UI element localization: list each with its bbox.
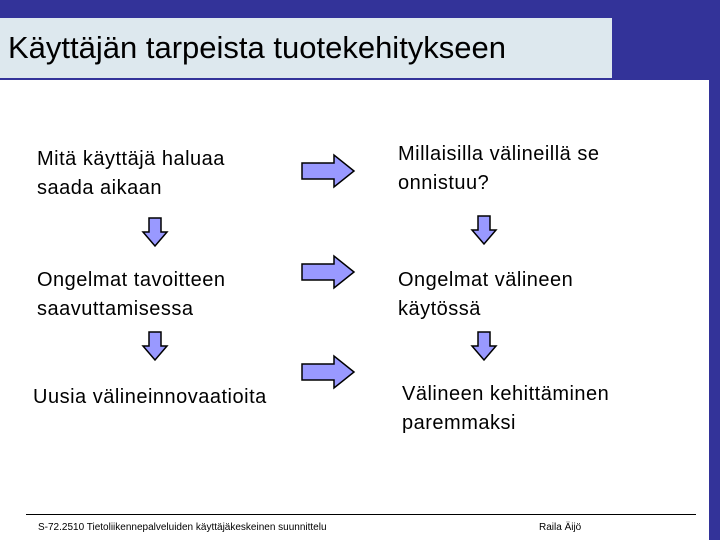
left-box-2-line-1: Ongelmat tavoitteen [37,269,226,291]
slide-title: Käyttäjän tarpeista tuotekehitykseen [8,30,507,65]
left-box-2-line-2: saavuttamisessa [37,298,194,320]
right-box-3 [402,380,609,438]
left-box-3 [33,383,267,412]
left-box-1-line-1: Mitä käyttäjä haluaa [37,148,225,170]
left-box-3-line-1: Uusia välineinnovaatioita [33,386,267,408]
right-arrow-icon [300,153,356,189]
right-box-3-line-2: paremmaksi [402,412,516,434]
right-box-2-line-1: Ongelmat välineen [398,269,574,291]
right-arrow-icon [300,354,356,390]
down-arrow-icon [141,330,169,362]
right-box-2-line-2: käytössä [398,298,481,320]
right-box-1 [398,140,599,198]
right-box-1-line-2: onnistuu? [398,172,490,194]
down-arrow-icon [470,214,498,246]
footer-author: Raila Äijö [539,522,582,533]
left-box-1-line-2: saada aikaan [37,177,162,199]
footer-divider [26,514,696,515]
footer-course: S-72.2510 Tietoliikennepalveluiden käyttäjäkeskeinen suunnittelu [38,522,327,533]
right-box-2 [398,266,573,324]
right-accent-bar [709,80,720,540]
down-arrow-icon [141,216,169,248]
title-box [0,18,612,78]
down-arrow-icon [470,330,498,362]
right-arrow-icon [300,254,356,290]
left-box-1 [37,145,225,203]
right-box-3-line-1: Välineen kehittäminen [402,383,610,405]
right-box-1-line-1: Millaisilla välineillä se [398,143,600,165]
left-box-2 [37,266,226,324]
